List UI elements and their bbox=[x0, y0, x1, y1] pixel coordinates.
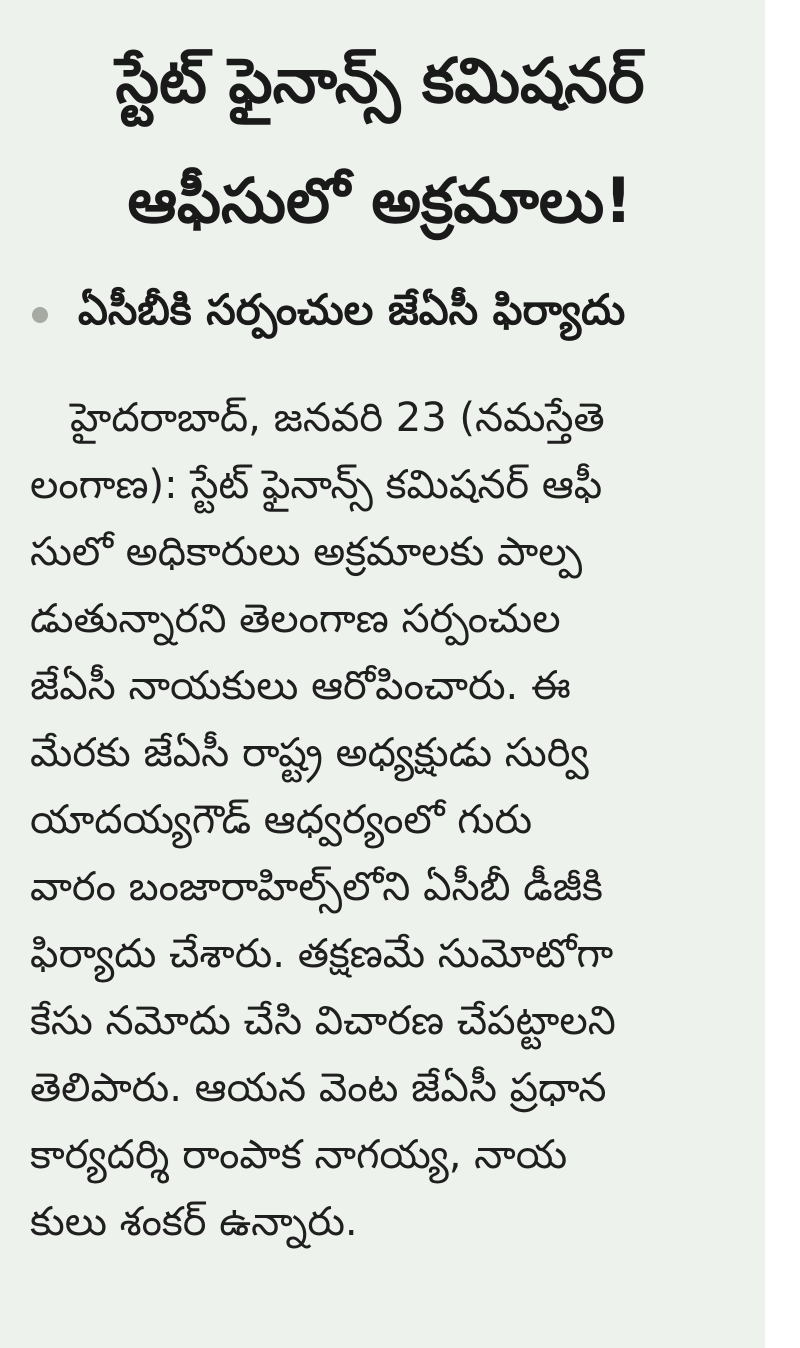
subheading bbox=[30, 285, 740, 345]
body-line: కేసు నమోదు చేసి విచారణ చేపట్టాలని bbox=[30, 998, 616, 1044]
body-line: సులో అధికారులు అక్రమాలకు పాల్ప bbox=[30, 529, 583, 575]
body-line: ఫిర్యాదు చేశారు. తక్షణమే సుమోటోగా bbox=[30, 931, 614, 977]
body-line: జేఏసీ నాయకులు ఆరోపించారు. ఈ bbox=[30, 663, 571, 709]
body-line: డుతున్నారని తెలంగాణ సర్పంచుల bbox=[30, 596, 561, 642]
headline-line-2: ఆఫీసులో అక్రమాలు! bbox=[127, 164, 633, 237]
body-line: వారం బంజారాహిల్స్‌లోని ఏసీబీ డీజీకి bbox=[30, 864, 603, 910]
headline-line-1: స్టేట్ ఫైనాన్స్ కమిషనర్ bbox=[115, 44, 645, 117]
body-line: యాదయ్యగౌడ్ ఆధ్వర్యంలో గురు bbox=[30, 797, 533, 843]
page-margin bbox=[765, 0, 800, 1348]
body-line: హైదరాబాద్, జనవరి 23 (నమస్తేతె bbox=[70, 395, 605, 441]
subheading-text: ఏసీబీకి సర్పంచుల జేఏసీ ఫిర్యాదు bbox=[78, 285, 626, 334]
body-line: లంగాణ): స్టేట్ ఫైనాన్స్ కమిషనర్ ఆఫీ bbox=[30, 462, 603, 508]
body-line: కార్యదర్శి రాంపాక నాగయ్య, నాయ bbox=[30, 1132, 568, 1178]
bullet-icon bbox=[32, 307, 48, 323]
body-line: కులు శంకర్ ఉన్నారు. bbox=[30, 1199, 358, 1245]
body-line: తెలిపారు. ఆయన వెంట జేఏసీ ప్రధాన bbox=[30, 1065, 607, 1111]
body-line: మేరకు జేఏసీ రాష్ట్ర అధ్యక్షుడు సుర్వి bbox=[30, 730, 589, 776]
